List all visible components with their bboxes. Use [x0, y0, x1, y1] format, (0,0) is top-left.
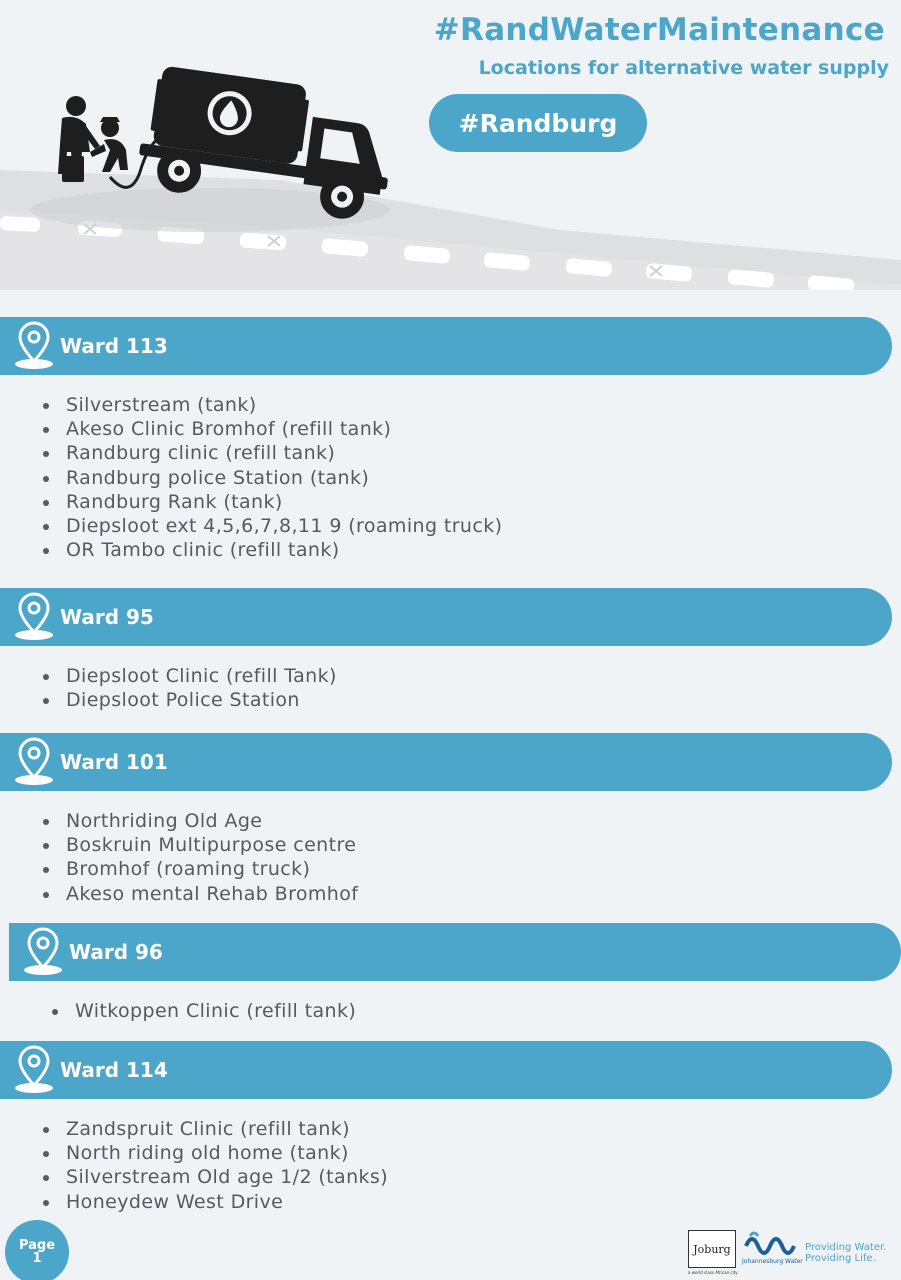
ward-114-locations [40, 1117, 388, 1214]
ward-96-locations [49, 999, 356, 1023]
page-subtitle: Locations for alternative water supply [478, 57, 889, 79]
location-pin-icon [21, 927, 65, 977]
slogan [805, 1242, 886, 1264]
list-item: Northriding Old Age [40, 809, 358, 833]
campaign-hashtag: #RandWaterMaintenance [433, 12, 885, 48]
ward-banner-114 [0, 1041, 892, 1099]
ward-banner-96 [9, 923, 901, 981]
list-item: Honeydew West Drive [40, 1190, 388, 1214]
list-item: Bromhof (roaming truck) [40, 857, 358, 881]
water-tanker-truck-illustration [0, 60, 901, 290]
list-item: Witkoppen Clinic (refill tank) [49, 999, 356, 1023]
list-item: Akeso Clinic Bromhof (refill tank) [40, 417, 502, 441]
ward-label: Ward 114 [60, 1058, 168, 1082]
joburg-logo-text: Joburg [693, 1242, 731, 1256]
list-item: Randburg Rank (tank) [40, 490, 502, 514]
list-item: Zandspruit Clinic (refill tank) [40, 1117, 388, 1141]
ward-banner-113 [0, 317, 892, 375]
slogan-line-2: Providing Life. [805, 1253, 876, 1264]
ward-label: Ward 113 [60, 334, 168, 358]
list-item: Akeso mental Rehab Bromhof [40, 882, 358, 906]
list-item: Silverstream (tank) [40, 393, 502, 417]
page-word: Page [18, 1238, 56, 1253]
johannesburg-water-logo [742, 1228, 798, 1272]
location-pin-icon [12, 1045, 56, 1095]
ward-label: Ward 96 [69, 940, 163, 964]
list-item: Diepsloot Clinic (refill Tank) [40, 664, 337, 688]
ward-label: Ward 95 [60, 605, 154, 629]
location-pin-icon [12, 592, 56, 642]
johannesburg-water-name: Johannesburg Water [742, 1258, 803, 1265]
joburg-logo [688, 1230, 736, 1268]
list-item: Diepsloot ext 4,5,6,7,8,11 9 (roaming truck) [40, 514, 502, 538]
joburg-tagline: a world class African city [688, 1270, 738, 1275]
page-number-badge [5, 1220, 69, 1280]
location-pin-icon [12, 321, 56, 371]
list-item: Randburg clinic (refill tank) [40, 441, 502, 465]
location-pin-icon [12, 737, 56, 787]
area-tag: #Randburg [429, 94, 647, 152]
ward-label: Ward 101 [60, 750, 168, 774]
slogan-line-1: Providing Water. [805, 1242, 887, 1253]
footer-logos [688, 1228, 898, 1276]
list-item: OR Tambo clinic (refill tank) [40, 538, 502, 562]
page-number: 1 [32, 1251, 42, 1266]
ward-banner-95 [0, 588, 892, 646]
list-item: Silverstream Old age 1/2 (tanks) [40, 1165, 388, 1189]
ward-101-locations [40, 809, 358, 906]
list-item: Diepsloot Police Station [40, 688, 337, 712]
list-item: Randburg police Station (tank) [40, 466, 502, 490]
ward-113-locations [40, 393, 502, 562]
list-item: North riding old home (tank) [40, 1141, 388, 1165]
ward-banner-101 [0, 733, 892, 791]
ward-95-locations [40, 664, 337, 712]
list-item: Boskruin Multipurpose centre [40, 833, 358, 857]
